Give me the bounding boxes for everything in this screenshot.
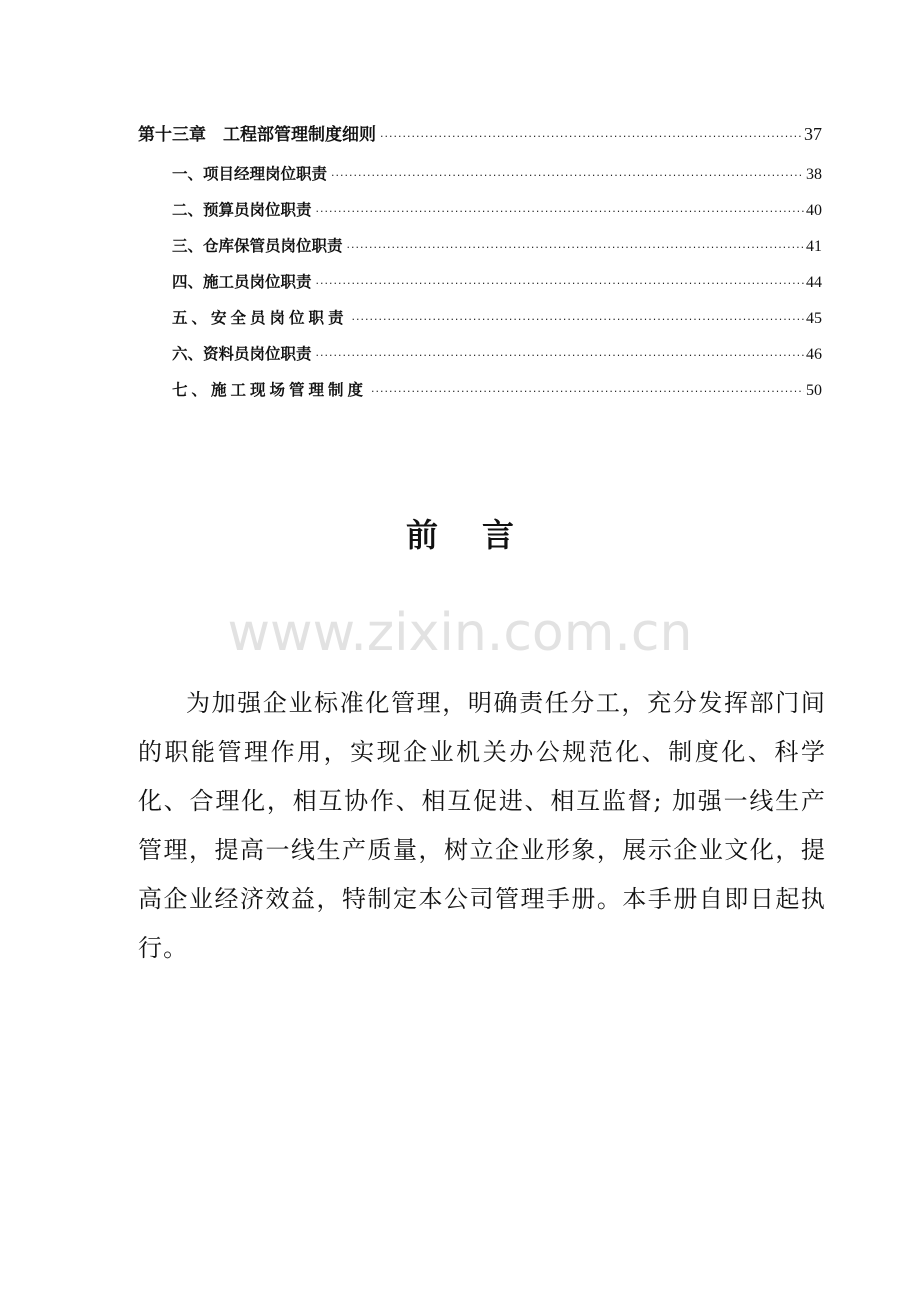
- toc-dot-leader: [380, 130, 802, 143]
- toc-entry-title: 一、项目经理岗位职责: [172, 165, 328, 183]
- preface-heading: 前言: [405, 516, 558, 554]
- toc-chapter-entry[interactable]: [138, 120, 822, 154]
- toc-dot-leader: [316, 277, 804, 290]
- toc-entry-page: 46: [806, 346, 822, 363]
- toc-entry-title: 四、施工员岗位职责: [172, 273, 312, 291]
- toc-dot-leader: [331, 169, 804, 182]
- toc-entry-page: 41: [806, 238, 822, 255]
- toc-entry-page: 45: [806, 310, 822, 327]
- toc-entry[interactable]: [138, 162, 822, 198]
- toc-entry-page: 44: [806, 274, 822, 291]
- toc-entry[interactable]: [138, 306, 822, 342]
- toc-entry[interactable]: [138, 198, 822, 234]
- table-of-contents: [138, 120, 822, 414]
- toc-entry-page: 40: [806, 202, 822, 219]
- toc-entry-page: 50: [806, 382, 822, 399]
- toc-entry-page: 37: [804, 124, 822, 144]
- toc-entry-title: 七、施工现场管理制度: [172, 381, 368, 399]
- toc-entry-title: 第十三章 工程部管理制度细则: [138, 125, 376, 145]
- preface-paragraph: 为加强企业标准化管理，明确责任分工，充分发挥部门间的职能管理作用，实现企业机关办公规范化、制度化、科学化、合理化，相互协作、相互促进、相互监督; 加强一线生产管理，提高一线生产质量，树立企业形象，展示企业文化，提高企业经济效益，特制定本公司管理手册。本手册自即日起执行。: [138, 689, 826, 962]
- toc-entry[interactable]: [138, 342, 822, 378]
- toc-entry-page: 38: [806, 166, 822, 183]
- toc-dot-leader: [371, 385, 804, 398]
- toc-dot-leader: [316, 349, 804, 362]
- toc-dot-leader: [352, 313, 804, 326]
- toc-dot-leader: [347, 241, 804, 254]
- toc-entry-title: 六、资料员岗位职责: [172, 345, 312, 363]
- toc-entry-title: 五、安全员岗位职责: [172, 309, 348, 327]
- toc-entry[interactable]: [138, 378, 822, 414]
- site-watermark: www.zixin.com.cn: [227, 603, 693, 663]
- toc-entry-title: 二、预算员岗位职责: [172, 201, 312, 219]
- toc-entry-title: 三、仓库保管员岗位职责: [172, 237, 343, 255]
- toc-entry[interactable]: [138, 234, 822, 270]
- toc-dot-leader: [316, 205, 804, 218]
- toc-entry[interactable]: [138, 270, 822, 306]
